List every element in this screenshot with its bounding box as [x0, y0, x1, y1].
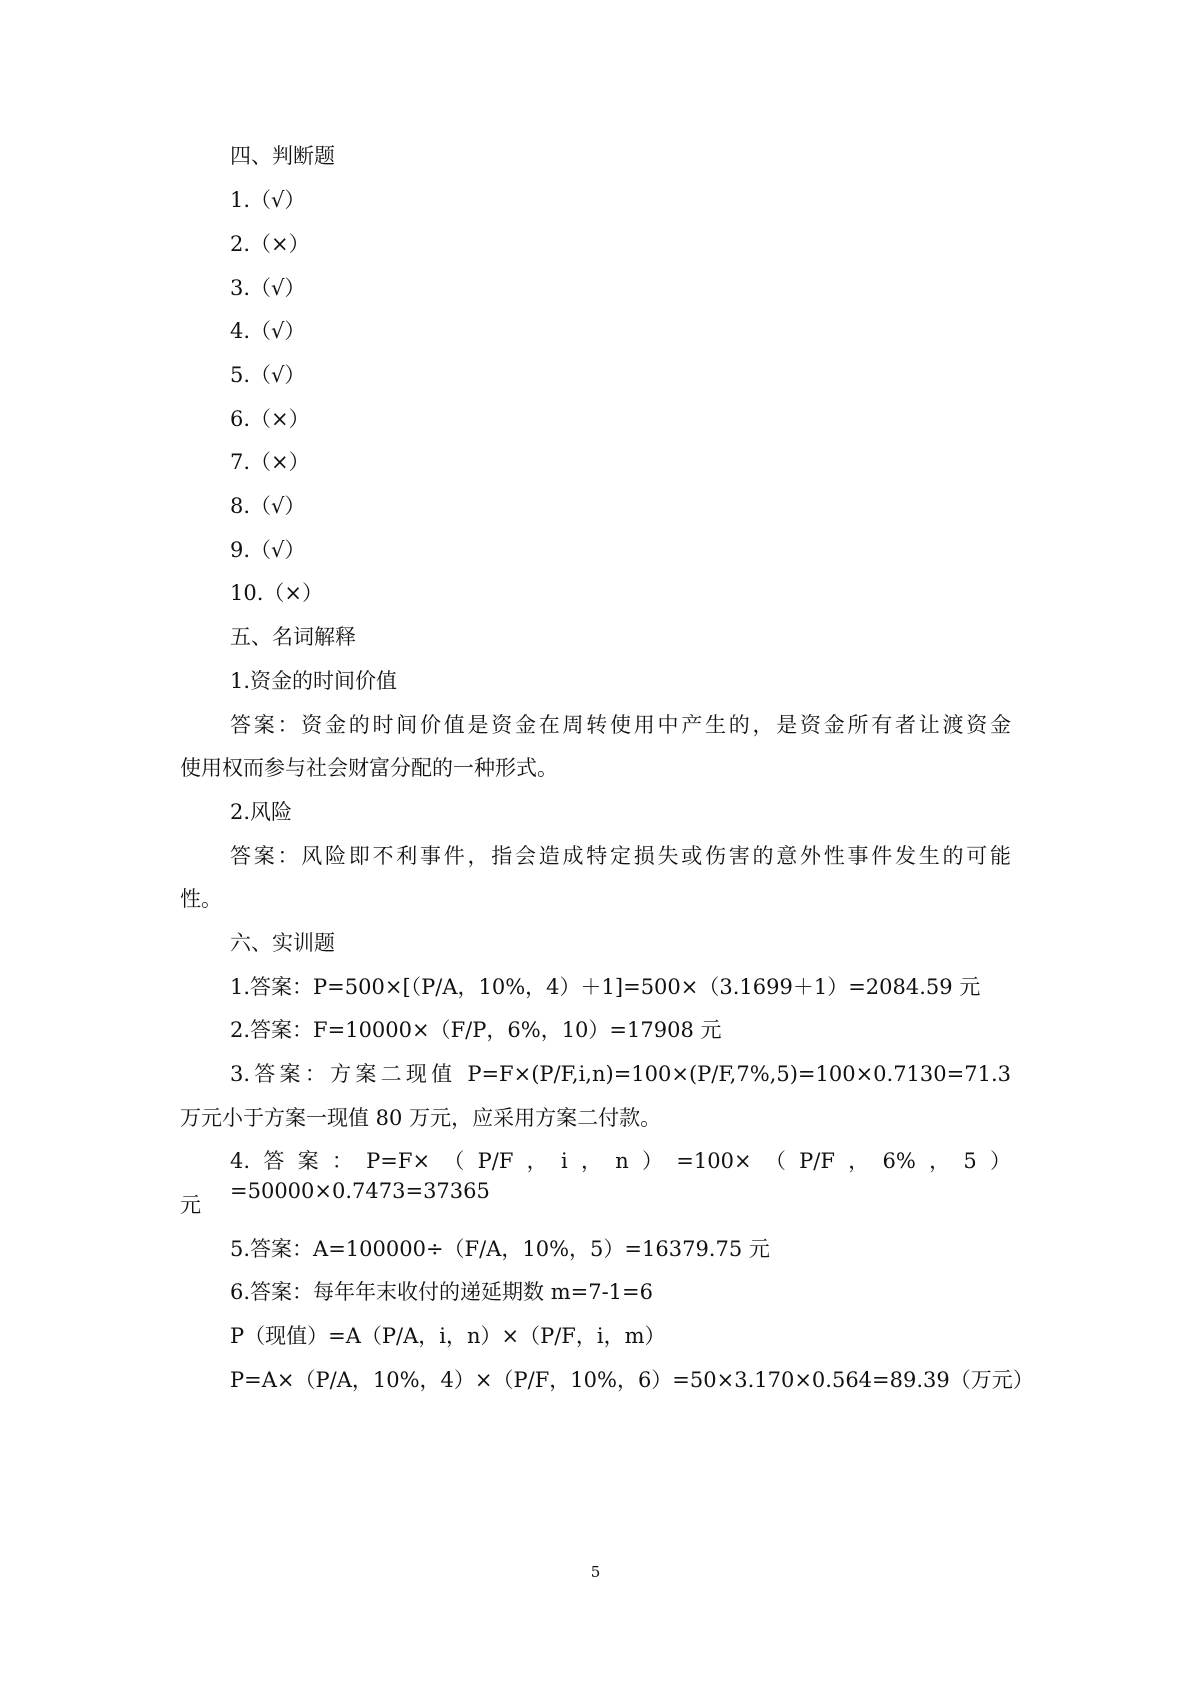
- judgment-item-5: 5.（√）: [230, 363, 306, 387]
- practice-answer-1: 1.答案：P=500×[（P/A，10%，4）＋1]=500×（3.1699＋1）=2084.59 元: [230, 975, 981, 999]
- practice-answer-6: 6.答案：每年年末收付的递延期数 m=7-1=6: [230, 1280, 653, 1304]
- page-number: 5: [590, 1563, 601, 1581]
- section-heading-practice: 六、实训题: [230, 931, 335, 955]
- practice-answer-3: 3.答案：方案二现值 P=F×(P/F,i,n)=100×(P/F,7%,5)=100×0.7130=71.3: [230, 1062, 1011, 1086]
- term-answer-line: 性。: [180, 887, 222, 911]
- judgment-item-3: 3.（√）: [230, 276, 306, 300]
- judgment-item-8: 8.（√）: [230, 494, 306, 518]
- section-heading-judgment: 四、判断题: [230, 144, 335, 168]
- practice-formula-line: P=A×（P/A，10%，4）×（P/F，10%，6）=50×3.170×0.564=89.39（万元）: [230, 1368, 1034, 1392]
- judgment-item-6: 6.（×）: [230, 407, 310, 431]
- practice-formula-line: P（现值）=A（P/A，i，n）×（P/F，i，m）: [230, 1324, 666, 1348]
- practice-answer-5: 5.答案：A=100000÷（F/A，10%，5）=16379.75 元: [230, 1237, 770, 1261]
- judgment-item-10: 10.（×）: [230, 581, 323, 605]
- judgment-item-7: 7.（×）: [230, 450, 310, 474]
- term-title: 2.风险: [230, 800, 293, 824]
- section-heading-terms: 五、名词解释: [230, 625, 356, 649]
- judgment-item-9: 9.（√）: [230, 538, 306, 562]
- practice-answer-2: 2.答案：F=10000×（F/P，6%，10）=17908 元: [230, 1018, 722, 1042]
- practice-answer-4: 4.答案：P=F×（P/F，i，n）=100×（P/F，6%，5）=50000×0.7473=37365: [230, 1149, 1011, 1203]
- term-answer-line: 答案：资金的时间价值是资金在周转使用中产生的，是资金所有者让渡资金: [230, 713, 1011, 737]
- term-answer-line: 答案：风险即不利事件，指会造成特定损失或伤害的意外性事件发生的可能: [230, 844, 1011, 868]
- judgment-item-2: 2.（×）: [230, 232, 310, 256]
- practice-answer-4-cont: 元: [180, 1193, 201, 1217]
- judgment-item-4: 4.（√）: [230, 319, 306, 343]
- judgment-item-1: 1.（√）: [230, 188, 306, 212]
- practice-answer-3-cont: 万元小于方案一现值 80 万元，应采用方案二付款。: [180, 1106, 662, 1130]
- term-title: 1.资金的时间价值: [230, 669, 398, 693]
- term-answer-line: 使用权而参与社会财富分配的一种形式。: [180, 756, 558, 780]
